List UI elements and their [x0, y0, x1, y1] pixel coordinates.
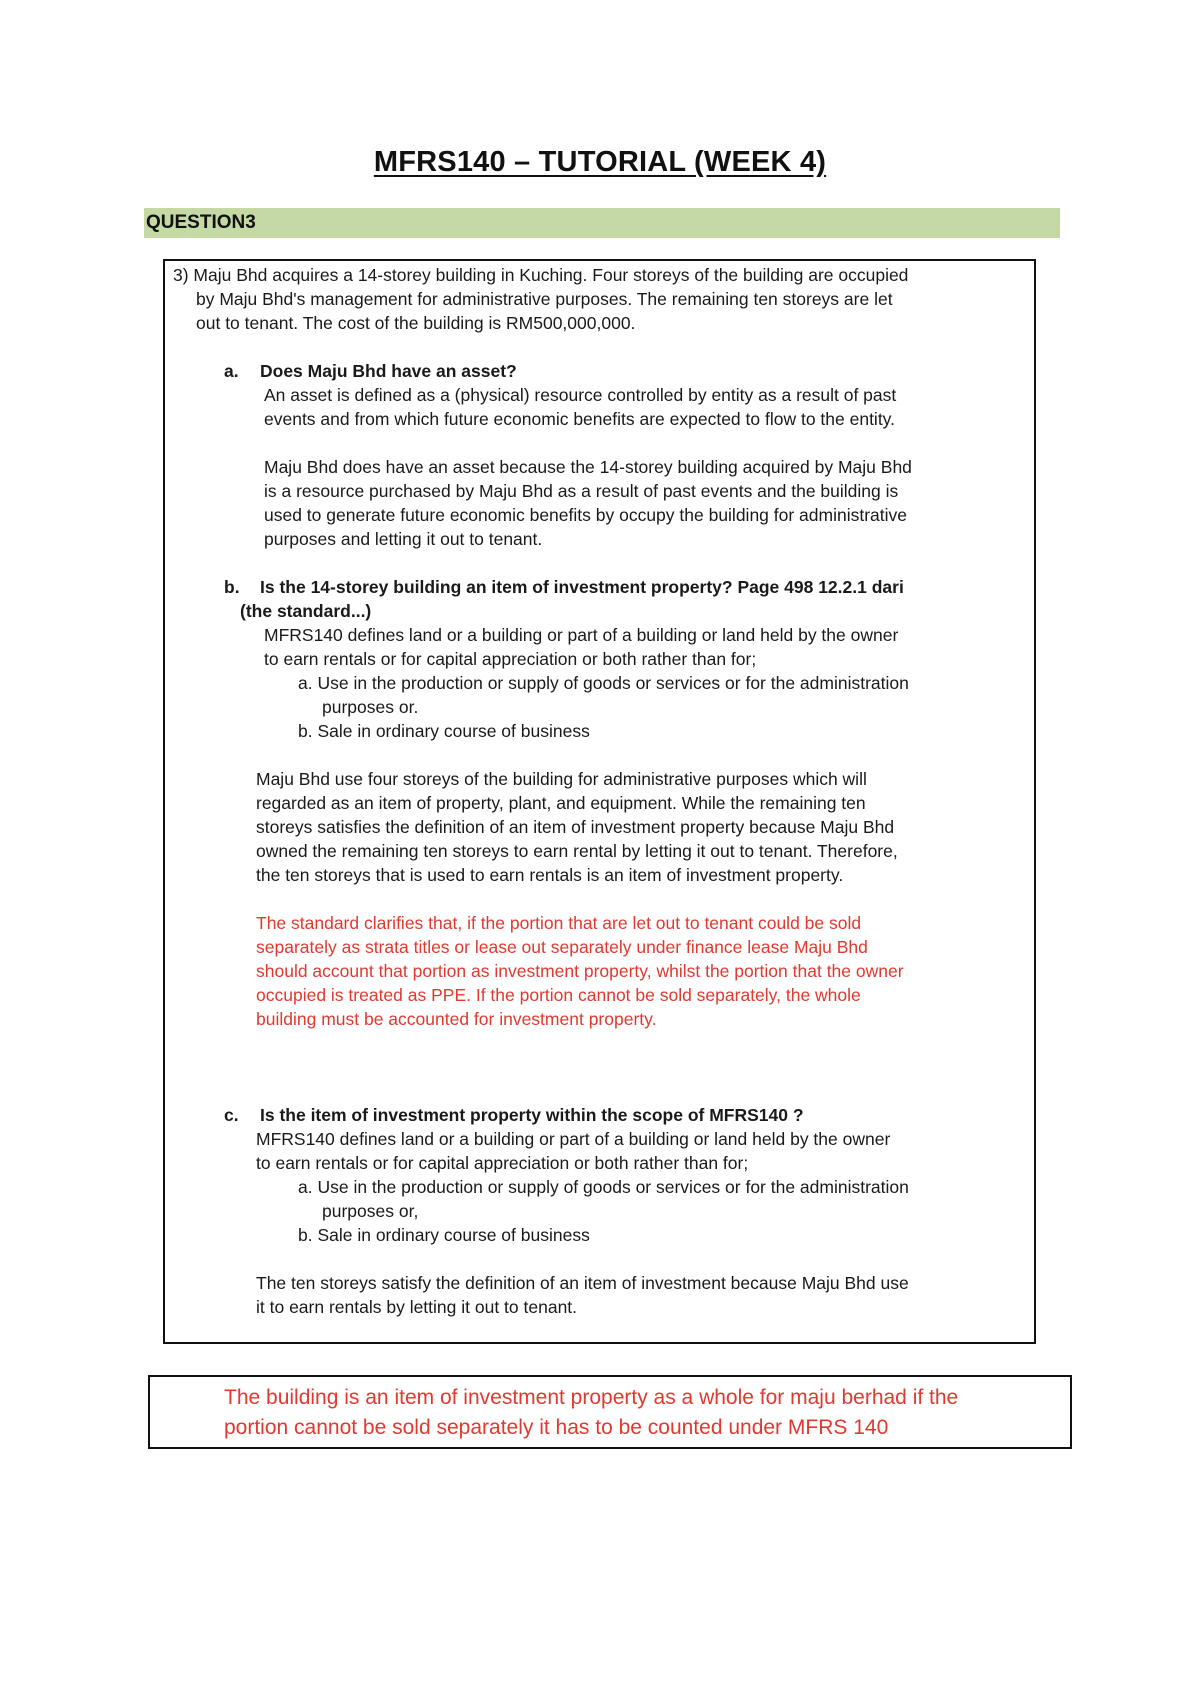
part-b-answer-line: storeys satisfies the definition of an item of investment property because Maju Bhd: [256, 817, 895, 837]
part-c-question: Is the item of investment property within the scope of MFRS140 ?: [260, 1105, 804, 1125]
part-b-note-line: occupied is treated as PPE. If the portion cannot be sold separately, the whole: [256, 985, 861, 1005]
part-b-answer-line: the ten storeys that is used to earn rentals is an item of investment property.: [256, 865, 844, 885]
part-b-question-cont: (the standard...): [240, 601, 372, 621]
intro-line: 3) Maju Bhd acquires a 14-storey building in Kuching. Four storeys of the building are occupied: [173, 265, 909, 285]
part-b-question: Is the 14-storey building an item of investment property? Page 498 12.2.1 dari: [260, 577, 904, 597]
question-label: QUESTION3: [146, 212, 256, 233]
part-a-marker: a.: [224, 361, 239, 381]
part-b-answer-line: regarded as an item of property, plant, and equipment. While the remaining ten: [256, 793, 866, 813]
part-b-answer-line: owned the remaining ten storeys to earn rental by letting it out to tenant. Therefore,: [256, 841, 898, 861]
final-answer-line: portion cannot be sold separately it has to be counted under MFRS 140: [224, 1416, 889, 1439]
part-b-note-line: separately as strata titles or lease out separately under finance lease Maju Bhd: [256, 937, 868, 957]
part-a-question: Does Maju Bhd have an asset?: [260, 361, 517, 381]
part-b-list-item: a. Use in the production or supply of goods or services or for the administration: [298, 673, 909, 693]
final-answer-line: The building is an item of investment property as a whole for maju berhad if the: [224, 1386, 959, 1409]
intro-line: by Maju Bhd's management for administrative purposes. The remaining ten storeys are let: [196, 289, 893, 309]
part-c-answer-line: The ten storeys satisfy the definition of an item of investment because Maju Bhd use: [256, 1273, 909, 1293]
part-a-definition-line: events and from which future economic benefits are expected to flow to the entity.: [264, 409, 895, 429]
part-b-definition-line: MFRS140 defines land or a building or part of a building or land held by the owner: [264, 625, 899, 645]
part-a-answer-line: purposes and letting it out to tenant.: [264, 529, 543, 549]
intro-line: out to tenant. The cost of the building is RM500,000,000.: [196, 313, 636, 333]
part-c-list-item: a. Use in the production or supply of goods or services or for the administration: [298, 1177, 909, 1197]
part-c-definition-line: MFRS140 defines land or a building or part of a building or land held by the owner: [256, 1129, 891, 1149]
part-a-answer-line: Maju Bhd does have an asset because the 14-storey building acquired by Maju Bhd: [264, 457, 912, 477]
part-a-definition-line: An asset is defined as a (physical) resource controlled by entity as a result of past: [264, 385, 897, 405]
part-c-list-item: b. Sale in ordinary course of business: [298, 1225, 590, 1245]
part-b-list-item-cont: purposes or.: [322, 697, 419, 717]
part-b-marker: b.: [224, 577, 240, 597]
part-b-answer-line: Maju Bhd use four storeys of the building for administrative purposes which will: [256, 769, 867, 789]
part-a-answer-line: used to generate future economic benefits by occupy the building for administrative: [264, 505, 908, 525]
part-c-answer-line: it to earn rentals by letting it out to tenant.: [256, 1297, 578, 1317]
question-header-bar: [144, 208, 1060, 238]
part-c-definition-line: to earn rentals or for capital appreciation or both rather than for;: [256, 1153, 749, 1173]
part-c-list-item-cont: purposes or,: [322, 1201, 419, 1221]
part-b-list-item: b. Sale in ordinary course of business: [298, 721, 590, 741]
page-title: MFRS140 – TUTORIAL (WEEK 4): [373, 146, 827, 178]
part-a-answer-line: is a resource purchased by Maju Bhd as a result of past events and the building is: [264, 481, 899, 501]
part-b-note-line: The standard clarifies that, if the portion that are let out to tenant could be sold: [256, 913, 862, 933]
part-b-definition-line: to earn rentals or for capital appreciation or both rather than for;: [264, 649, 757, 669]
part-b-note-line: should account that portion as investment property, whilst the portion that the owner: [256, 961, 904, 981]
part-c-marker: c.: [224, 1105, 239, 1125]
part-b-note-line: building must be accounted for investment property.: [256, 1009, 657, 1029]
